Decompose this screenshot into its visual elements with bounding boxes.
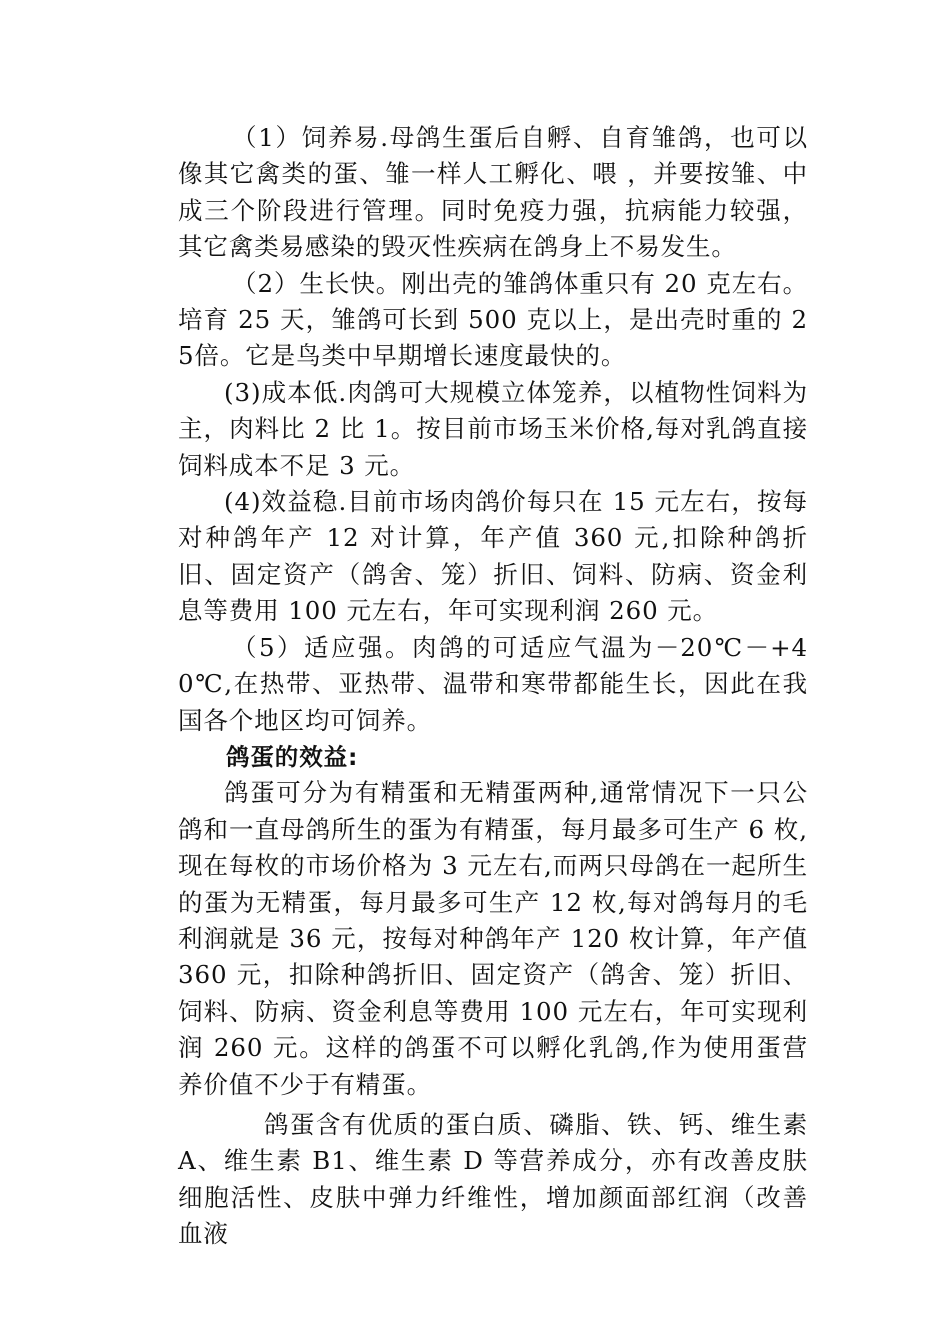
- paragraph-fast-growth: （2）生长快。刚出壳的雏鸽体重只有 20 克左右。培育 25 天，雏鸽可长到 500 克以上，是出壳时重的 25倍。它是鸟类中早期增长速度最快的。: [178, 268, 808, 371]
- paragraph-feeding-easy: （1）饲养易.母鸽生蛋后自孵、自育雏鸽，也可以像其它禽类的蛋、雏一样人工孵化、喂 ，并要按雏、中成三个阶段进行管理。同时免疫力强，抗病能力较强，其它禽类易感染的毁灭性疾病在鸽身上不易发生。: [178, 123, 808, 262]
- section-heading-egg-benefit: 鸽蛋的效益:: [226, 742, 359, 771]
- document-body: [178, 120, 808, 1253]
- paragraph-egg-benefit: 鸽蛋可分为有精蛋和无精蛋两种,通常情况下一只公鸽和一直母鸽所生的蛋为有精蛋，每月最多可生产 6 枚,现在每枚的市场价格为 3 元左右,而两只母鸽在一起所生的蛋为无精蛋，每月最多可生产 12 枚,每对鸽每月的毛利润就是 36 元，按每对种鸽年产 120 枚计算，年产值360 元，扣除种鸽折旧、固定资产（鸽舍、笼）折旧、饲料、防病、资金利息等费用 100 元左右，年可实现利润 260 元。这样的鸽蛋不可以孵化乳鸽,作为使用蛋营养价值不少于有精蛋。: [178, 778, 808, 1099]
- paragraph-adaptability: （5）适应强。肉鸽的可适应气温为－20℃－+40℃,在热带、亚热带、温带和寒带都能生长，因此在我国各个地区均可饲养。: [178, 632, 808, 735]
- paragraph-stable-benefit: (4)效益稳.目前市场肉鸽价每只在 15 元左右，按每对种鸽年产 12 对计算，年产值 360 元,扣除种鸽折旧、固定资产（鸽舍、笼）折旧、饲料、防病、资金利息等费用 100 元左右，年可实现利润 260 元。: [178, 487, 808, 626]
- paragraph-low-cost: (3)成本低.肉鸽可大规模立体笼养，以植物性饲料为主，肉料比 2 比 1。按目前市场玉米价格,每对乳鸽直接饲料成本不足 3 元。: [178, 377, 808, 480]
- paragraph-egg-nutrition: 鸽蛋含有优质的蛋白质、磷脂、铁、钙、维生素A、维生素 B1、维生素 D 等营养成分，亦有改善皮肤细胞活性、皮肤中弹力纤维性，增加颜面部红润（改善血液: [178, 1109, 808, 1249]
